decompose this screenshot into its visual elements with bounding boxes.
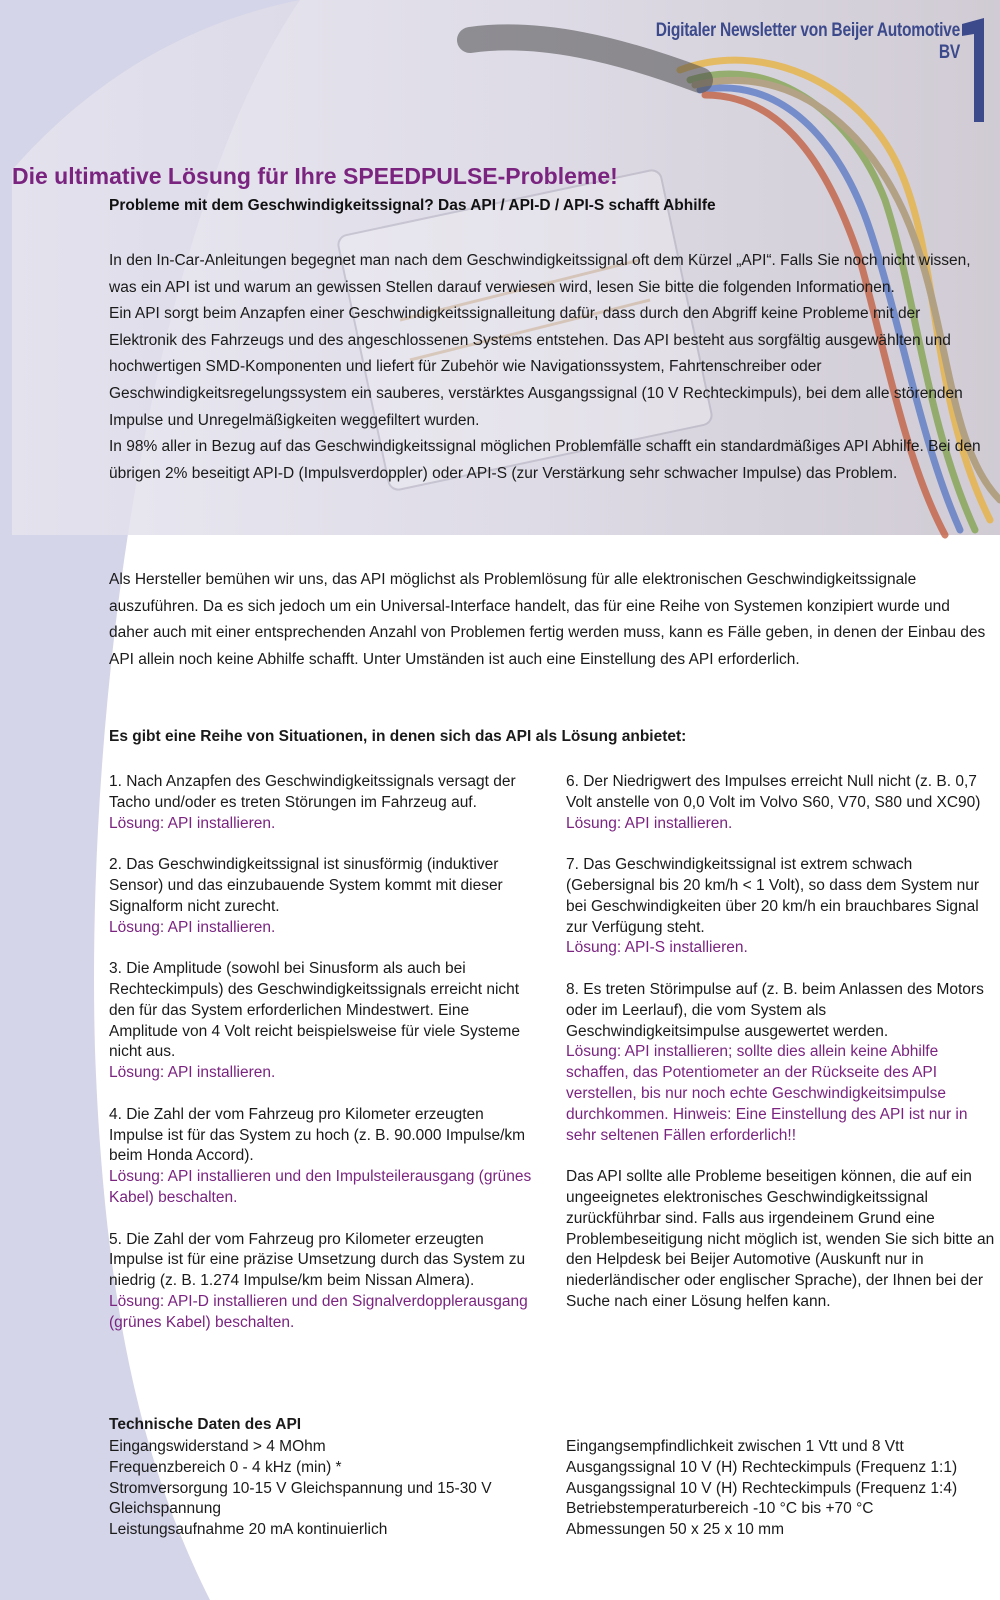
intro-paragraph: In 98% aller in Bezug auf das Geschwindigkeitssignal möglichen Problemfälle schafft ein standardmäßiges API Abhilfe. Bei den übrigen 2% beseitigt API-D (Impulsverdoppler) oder API-S (zur Verstärkung sehr schwacher Impulse) das Problem. [109,438,981,482]
article-title: Die ultimative Lösung für Ihre SPEEDPULSE-Probleme! [12,163,618,189]
tech-spec-item: Frequenzbereich 0 - 4 kHz (min) * [109,1458,342,1476]
manufacturer-paragraph: Als Hersteller bemühen wir uns, das API möglichst als Problemlösung für alle elektronischen Geschwindigkeitssignale auszuführen. Da es sich jedoch um ein Universal-Interface handelt, das für eine Reihe von Systemen konzipiert wurde und daher auch mit einer entsprechenden Anzahl von Problemen fertig werden muss, kann es Fälle geben, in denen der Einbau des API allein noch keine Abhilfe schafft. Unter Umständen ist auch eine Einstellung des API erforderlich. [109,571,986,668]
situation-solution: Lösung: API installieren. [109,814,276,832]
situation-item [109,1105,537,1209]
intro-paragraph: In den In-Car-Anleitungen begegnet man nach dem Geschwindigkeitssignal oft dem Kürzel „API“. Falls Sie noch nicht wissen, was ein API ist und warum an gewissen Stellen darauf verwiesen wird, lesen Sie bitte die folgenden Informationen. [109,252,971,296]
situation-item [109,959,537,1084]
situation-text: 1. Nach Anzapfen des Geschwindigkeitssignals versagt der Tacho und/oder es treten Störungen im Fahrzeug auf. [109,773,516,811]
situation-item [566,772,1000,834]
helpdesk-text: Das API sollte alle Probleme beseitigen können, die auf ein ungeeignetes elektronisches Geschwindigkeitssignal zurückführbar sind. Falls aus irgendeinem Grund eine Problembeseitigung nicht möglich ist, wenden Sie sich bitte an den Helpdesk bei Beijer Automotive (Auskunft nur in niederländischer oder englischer Sprache), der Ihnen bei der Suche nach einer Lösung helfen kann. [566,1168,995,1310]
situation-solution: Lösung: API installieren. [109,918,276,936]
situation-item [109,855,537,938]
situation-text: 3. Die Amplitude (sowohl bei Sinusform als auch bei Rechteckimpuls) des Geschwindigkeitssignals erreicht nicht den für das System erforderlichen Mindestwert. Eine Amplitude von 4 Volt reicht beispielsweise für viele Systeme nicht aus. [109,960,520,1061]
newsletter-header: Digitaler Newsletter von Beijer Automotive BV [655,20,960,63]
tech-spec-item: Leistungsaufnahme 20 mA kontinuierlich [109,1521,388,1539]
tech-spec-item: Abmessungen 50 x 25 x 10 mm [566,1521,784,1539]
situation-solution: Lösung: API installieren. [566,814,733,832]
situation-item [109,772,537,834]
tech-spec-item: Ausgangssignal 10 V (H) Rechteckimpuls (Frequenz 1:1) [566,1458,958,1476]
situations-right-column [566,772,1000,1334]
situation-item [566,980,1000,1146]
situation-text: 5. Die Zahl der vom Fahrzeug pro Kilometer erzeugten Impulse ist für eine präzise Umsetzung durch das System zu niedrig (z. B. 1.274 Impulse/km beim Nissan Almera). [109,1230,526,1290]
situation-text: 7. Das Geschwindigkeitssignal ist extrem schwach (Gebersignal bis 20 km/h < 1 Volt), so dass dem System nur bei Geschwindigkeiten über 20 km/h ein brauchbares Signal zur Verfügung steht. [566,856,980,936]
situation-solution: Lösung: API-S installieren. [566,939,748,957]
tech-specs-left [109,1437,539,1541]
situation-text: 4. Die Zahl der vom Fahrzeug pro Kilometer erzeugten Impulse ist für das System zu hoch (z. B. 90.000 Impulse/km beim Honda Accord). [109,1105,526,1165]
tech-spec-item: Stromversorgung 10-15 V Gleichspannung und 15-30 V Gleichspannung [109,1479,492,1518]
situation-solution: Lösung: API-D installieren und den Signalverdopplerausgang (grünes Kabel) beschalten. [109,1292,528,1331]
intro-text [109,248,991,487]
tech-spec-item: Ausgangssignal 10 V (H) Rechteckimpuls (Frequenz 1:4) [566,1479,958,1497]
situation-item [566,855,1000,959]
tech-specs-right [566,1437,1000,1541]
article-subtitle: Probleme mit dem Geschwindigkeitssignal? Das API / API-D / API-S schafft Abhilfe [109,197,716,214]
situation-solution: Lösung: API installieren. [109,1064,276,1082]
situations-left-column [109,772,537,1354]
situation-solution: Lösung: API installieren; sollte dies allein keine Abhilfe schaffen, das Potentiometer an der Rückseite des API verstellen, bis nur noch echte Geschwindigkeitsimpulse durchkommen. Hinweis: Eine Einstellung des API ist nur in sehr seltenen Fällen erforderlich!! [566,1043,968,1144]
situation-solution: Lösung: API installieren und den Impulsteilerausgang (grünes Kabel) beschalten. [109,1168,532,1206]
tech-spec-item: Eingangswiderstand > 4 MOhm [109,1438,326,1455]
page-number-mark [962,18,992,122]
tech-spec-item: Eingangsempfindlichkeit zwischen 1 Vtt und 8 Vtt [566,1438,904,1455]
helpdesk-note [566,1167,1000,1313]
intro-paragraph: Ein API sorgt beim Anzapfen einer Geschwindigkeitssignalleitung dafür, dass durch den Abgriff keine Probleme mit der Elektronik des Fahrzeugs und des angeschlossenen Systems entstehen. Das API besteht aus sorgfältig ausgewählten und hochwertigen SMD-Komponenten und liefert für Zubehör wie Navigationssystem, Fahrtenschreiber oder Geschwindigkeitsregelungssystem ein sauberes, verstärktes Ausgangssignal (10 V Rechteckimpuls), bei dem alle störenden Impulse und Unregelmäßigkeiten weggefiltert wurden. [109,305,963,429]
tech-spec-item: Betriebstemperaturbereich -10 °C bis +70 °C [566,1500,874,1518]
tech-specs-heading: Technische Daten des API [109,1416,302,1433]
situation-text: 8. Es treten Störimpulse auf (z. B. beim Anlassen des Motors oder im Leerlauf), die vom System als Geschwindigkeitsimpulse ausgewertet werden. [566,980,984,1040]
situations-heading: Es gibt eine Reihe von Situationen, in denen sich das API als Lösung anbietet: [109,728,687,745]
situation-text: 6. Der Niedrigwert des Impulses erreicht Null nicht (z. B. 0,7 Volt anstelle von 0,0 Volt im Volvo S60, V70, S80 und XC90) [566,773,981,811]
situation-text: 2. Das Geschwindigkeitssignal ist sinusförmig (induktiver Sensor) und das einzubauende System kommt mit dieser Signalform nicht zurecht. [109,856,503,915]
situation-item [109,1230,537,1334]
